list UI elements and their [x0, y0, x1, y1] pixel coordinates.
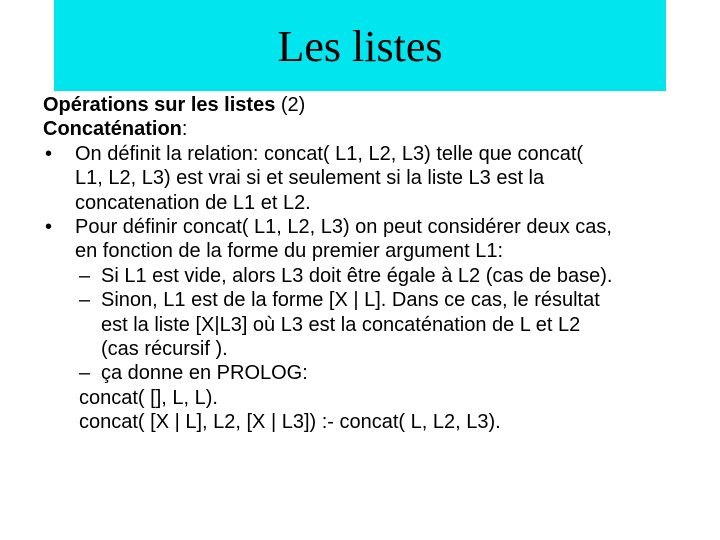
subsection-heading-bold: Concaténation: [43, 118, 182, 141]
sub-bullet-item: [43, 288, 720, 361]
prolog-code-line: concat( [X | L], L2, [X | L3]) :- concat( L, L2, L3).: [79, 411, 501, 434]
sub-bullet-line: est la liste [X|L3] où L3 est la concaténation de L et L2: [101, 313, 581, 336]
sub-bullet-line: Sinon, L1 est de la forme [X | L]. Dans ce cas, le résultat: [101, 289, 600, 312]
sub-bullet-line: ça donne en PROLOG:: [101, 362, 308, 385]
subsection-heading-suffix: :: [181, 118, 188, 141]
slide-body: [43, 93, 720, 435]
section-heading-suffix: (2): [275, 94, 306, 116]
bullet-line: On définit la relation: concat( L1, L2, L3) telle que concat(: [75, 142, 584, 165]
dash-marker: –: [79, 264, 91, 287]
sub-bullet-line: Si L1 est vide, alors L3 doit être égale à L2 (cas de base).: [101, 264, 613, 287]
bullet-marker: •: [45, 216, 53, 239]
section-heading-bold: Opérations sur les listes: [43, 94, 276, 116]
section-heading: [43, 93, 720, 117]
bullet-marker: •: [45, 142, 53, 165]
dash-marker: –: [79, 362, 91, 385]
sub-bullet-item: [43, 264, 720, 288]
bullet-line: en fonction de la forme du premier argument L1:: [75, 240, 504, 263]
bullet-text: [75, 215, 612, 264]
title-banner: [54, 0, 666, 91]
sub-bullet-item: [43, 361, 720, 385]
bullet-line: concatenation de L1 et L2.: [75, 191, 311, 214]
bullet-text: [75, 142, 583, 215]
prolog-code-line: concat( [], L, L).: [79, 386, 218, 409]
sub-bullet-text: [101, 361, 308, 385]
sub-bullet-text: [101, 288, 600, 361]
bullet-item: [43, 215, 720, 264]
bullet-line: L1, L2, L3) est vrai si et seulement si la liste L3 est la: [75, 167, 545, 190]
subsection-heading: [43, 117, 720, 141]
bullet-item: [43, 142, 720, 215]
dash-marker: –: [79, 289, 91, 312]
slide-title: Les listes: [277, 22, 443, 71]
sub-bullet-line: (cas récursif ).: [101, 338, 228, 361]
bullet-line: Pour définir concat( L1, L2, L3) on peut considérer deux cas,: [75, 216, 612, 239]
sub-bullet-text: [101, 264, 612, 288]
